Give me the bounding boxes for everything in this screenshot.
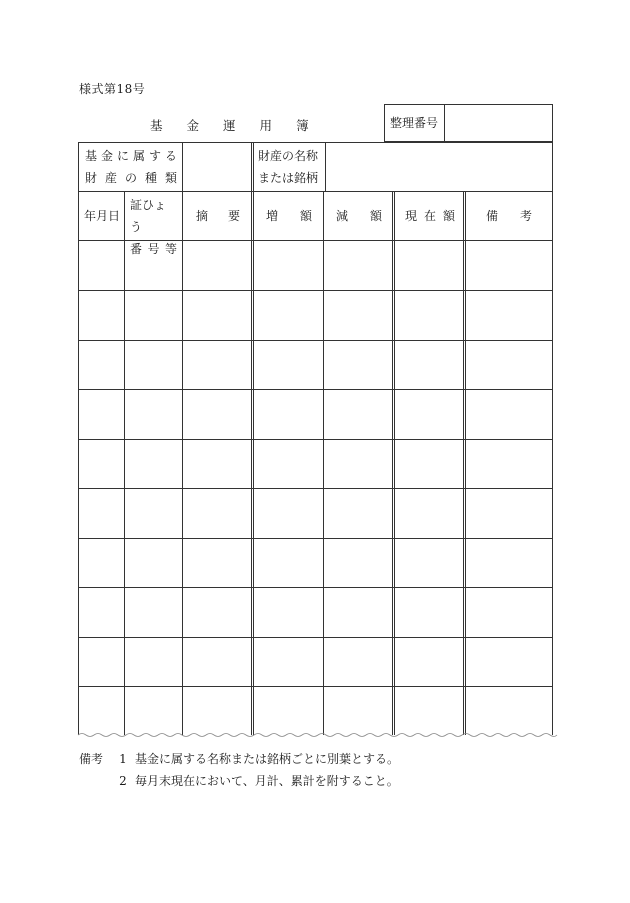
notes: [79, 748, 399, 792]
voucher-line1: 証ひょう: [130, 198, 167, 234]
voucher-char: 等: [164, 242, 177, 256]
col-header-increase: [266, 205, 312, 227]
title-char: 運: [223, 118, 236, 133]
voucher-line2: [130, 238, 177, 260]
label-char: 産: [104, 171, 117, 185]
header-char: 増: [266, 209, 279, 223]
header-char: 要: [227, 209, 240, 223]
header-char: 額: [299, 209, 312, 223]
col-header-current: [405, 205, 455, 227]
header-char: 額: [369, 209, 382, 223]
label-char: に: [116, 149, 129, 163]
col-header-decrease: [336, 205, 382, 227]
label-line: または銘柄: [258, 171, 319, 185]
label-char: 金: [100, 149, 113, 163]
label-line: 財産の名称: [258, 149, 319, 163]
form-number: 様式第18号: [79, 82, 146, 96]
registration-label: 整理番号: [390, 116, 439, 130]
title-char: 用: [259, 118, 273, 133]
title-char: 基: [150, 118, 163, 133]
header-char: 摘: [196, 209, 209, 223]
label-char: 類: [164, 171, 177, 185]
note-number: 2: [119, 774, 127, 788]
col-header-voucher: [130, 194, 177, 260]
label-char: 財: [85, 171, 98, 185]
note-row: [79, 770, 399, 792]
label-char: 基: [85, 149, 98, 163]
voucher-char: 号: [147, 242, 160, 256]
header-char: 在: [423, 209, 436, 223]
col-header-summary: [196, 205, 240, 227]
note-row: [79, 748, 399, 770]
note-number: 1: [119, 752, 127, 766]
note-text: 毎月末現在において、月計、累計を附すること。: [135, 774, 399, 788]
label-char: る: [164, 149, 177, 163]
title-char: 金: [186, 118, 200, 133]
label-char: の: [124, 171, 137, 185]
header-char: 減: [336, 209, 349, 223]
title-char: 簿: [296, 118, 309, 133]
label-char: す: [148, 149, 161, 163]
header-char: 備: [486, 209, 499, 223]
col-header-remarks: [486, 205, 532, 227]
header-char: 現: [405, 209, 418, 223]
header-char: 額: [442, 209, 455, 223]
voucher-char: 番: [130, 242, 143, 256]
label-char: 属: [132, 149, 145, 163]
col-header-date: 年月日: [84, 209, 121, 223]
notes-label-spacer: [79, 770, 115, 792]
header-char: 考: [519, 209, 532, 223]
notes-label: 備考: [79, 752, 104, 766]
note-text: 基金に属する名称または銘柄ごとに別葉とする。: [135, 752, 400, 766]
label-char: 種: [144, 171, 157, 185]
